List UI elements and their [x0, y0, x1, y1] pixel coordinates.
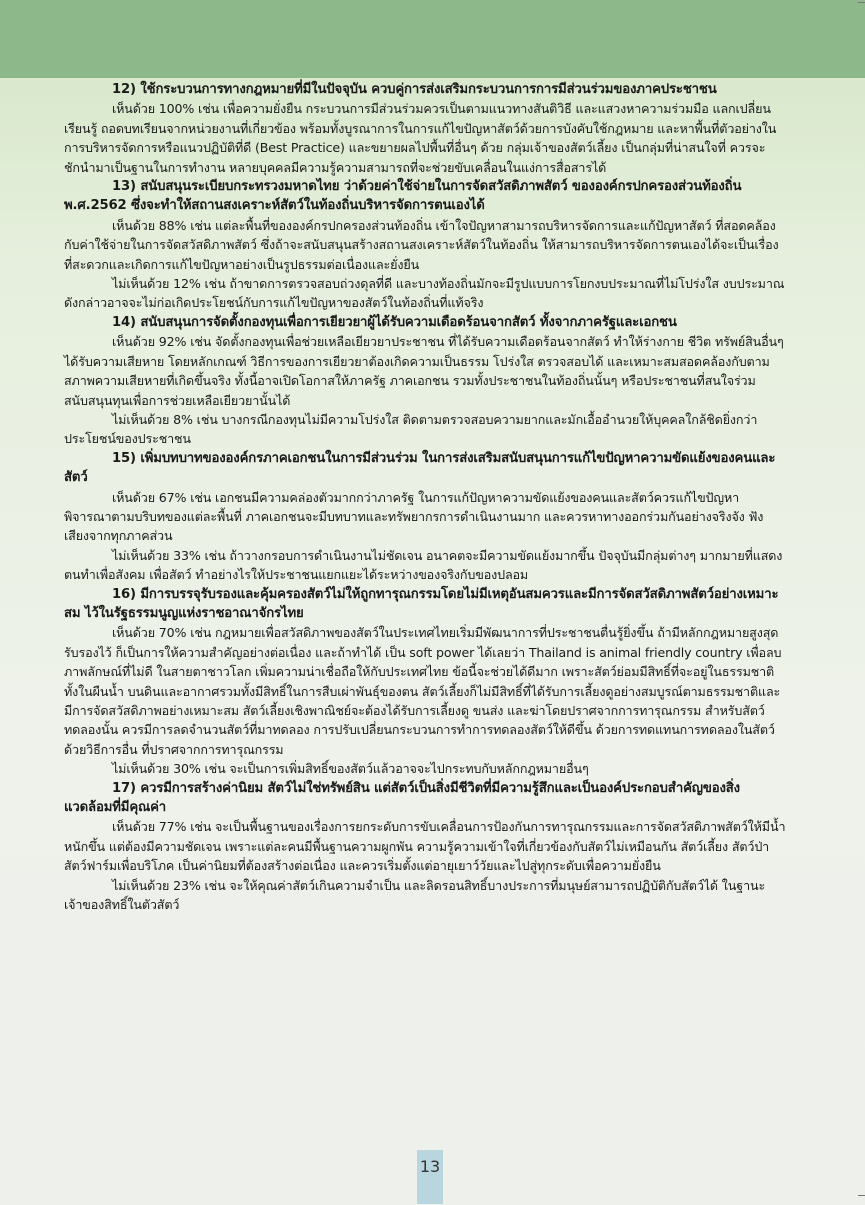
crop-mark-top: [858, 2, 865, 3]
section-15-paragraph-1: เห็นด้วย 67% เช่น เอกชนมีความคล่องตัวมากกว่าภาครัฐ ในการแก้ปัญหาความขัดแย้งของคนและสัตว์ควรแก้ไขปัญหาพิจารณาตามบริบทของแต่ละพื้นที่ ภาคเอกชนจะมีบทบาทและทรัพยากรการดำเนินงานมาก และควรหาทางออกร่วมกันอย่างจริงจัง ฟังเสียงจากทุกภาคส่วน: [64, 489, 764, 544]
header-band: [0, 0, 865, 78]
section-16-paragraph-1: เห็นด้วย 70% เช่น กฎหมายเพื่อสวัสดิภาพของสัตว์ในประเทศไทยเริ่มมีพัฒนาการที่ประชาชนตื่นรู้ยิ่งขึ้น ถ้ามีหลักกฎหมายสูงสุดรับรองไว้ ก็เป็นการให้ความสำคัญอย่างต่อเนื่อง และถ้าทำได้ เป็น soft power ได้เลยว่า Thailand is animal friendly country เพื่อลบภาพลักษณ์ที่ไม่ดี ในสายตาชาวโลก เพิ่มความน่าเชื่อถือให้กับประเทศไทย ข้อนี้จะช่วยได้ดีมาก เพราะสัตว์ย่อมมีสิทธิ์ที่จะอยู่ในธรรมชาติ ทั้งในผืนน้ำ บนดินและอากาศรวมทั้งมีสิทธิ์ในการสืบเผ่าพันธุ์ของตน สัตว์เลี้ยงก็ไม่มีสิทธิ์ที่ได้รับการเลี้ยงดูอย่างสมบูรณ์ตามธรรมชาติและมีการจัดสวัสดิภาพอย่างเหมาะสม สัตว์เลี้ยงเชิงพาณิชย์จะต้องได้รับการเลี้ยงดู ขนส่ง และฆ่าโดยปราศจากการทารุณกรรม สำหรับสัตว์ทดลองนั้น ควรมีการลดจำนวนสัตว์ที่มาทดลอง การปรับเปลี่ยนกระบวนการทำการทดลองสัตว์ให้ดีขึ้น ด้วยการทดแทนการทดลองในสัตว์ด้วยวิธีการอื่น ที่ปราศจากการทารุณกรรม: [64, 625, 782, 757]
section-17-paragraph-2: ไม่เห็นด้วย 23% เช่น จะให้คุณค่าสัตว์เกินความจำเป็น และลิดรอนสิทธิ์บางประการที่มนุษย์สามารถปฏิบัติกับสัตว์ได้ ในฐานะเจ้าของสิทธิ์ในตัวสัตว์: [64, 877, 766, 913]
section-14-paragraph-1: เห็นด้วย 92% เช่น จัดตั้งกองทุนเพื่อช่วยเหลือเยียวยาประชาชน ที่ได้รับความเดือดร้อนจากสัตว์ ทำให้ร่างกาย ชีวิต ทรัพย์สินอื่นๆ ได้รับความเสียหาย โดยหลักเกณฑ์ วิธีการของการเยียวยาต้องเกิดความเป็นธรรม โปร่งใส ตรวจสอบได้ และเหมาะสมสอดคล้องกับตามสภาพความเสียหายที่เกิดขึ้นจริง ทั้งนี้อาจเปิดโอกาสให้ภาครัฐ ภาคเอกชน รวมทั้งประชาชนในท้องถิ่นนั้นๆ หรือประชาชนที่สนใจร่วมสนับสนุนทุนเพื่อการช่วยเหลือเยียวยานั้นได้: [64, 334, 784, 408]
section-13-paragraph-1: เห็นด้วย 88% เช่น แต่ละพื้นที่ขององค์กรปกครองส่วนท้องถิ่น เข้าใจปัญหาสามารถบริหารจัดการและแก้ปัญหาสัตว์ ที่สอดคล้องกับค่าใช้จ่ายในการจัดสวัสดิภาพสัตว์ ซึ่งถ้าจะสนับสนุนสร้างสถานสงเคราะห์สัตว์ในท้องถิ่น ให้สามารถบริหารจัดการตนเองได้จะเป็นเรื่องที่สะดวกและเกิดการแก้ไขปัญหาอย่างเป็นรูปธรรมต่อเนื่องและยั่งยืน: [64, 217, 779, 272]
section-heading-14: 14) สนับสนุนการจัดตั้งกองทุนเพื่อการเยียวยาผู้ได้รับความเดือดร้อนจากสัตว์ ทั้งจากภาครัฐและเอกชน: [112, 314, 677, 330]
section-15-paragraph-2: ไม่เห็นด้วย 33% เช่น ถ้าวางกรอบการดำเนินงานไม่ชัดเจน อนาคตจะมีความขัดแย้งมากขึ้น ปัจจุบันมีกลุ่มต่างๆ มากมายที่แสดงตนทำเพื่อสังคม เพื่อสัตว์ ทำอย่างไรให้ประชาชนแยกแยะได้ระหว่างของจริงกับของปลอม: [64, 547, 783, 583]
section-16-paragraph-2: ไม่เห็นด้วย 30% เช่น จะเป็นการเพิ่มสิทธิ์ของสัตว์แล้วอาจจะไปกระทบกับหลักกฎหมายอื่นๆ: [112, 761, 589, 777]
section-heading-15: 15) เพิ่มบทบาทขององค์กรภาคเอกชนในการมีส่วนร่วม ในการส่งเสริมสนับสนุนการแก้ไขปัญหาความขัดแย้งของคนและสัตว์: [64, 450, 776, 486]
crop-mark-bottom: [858, 1195, 865, 1196]
section-heading-16: 16) มีการบรรจุรับรองและคุ้มครองสัตว์ไม่ให้ถูกทารุณกรรมโดยไม่มีเหตุอันสมควรและมีการจัดสวัสดิภาพสัตว์อย่างเหมาะสม ไว้ในรัฐธรรมนูญแห่งราชอาณาจักรไทย: [64, 586, 779, 621]
section-heading-12: 12) ใช้กระบวนการทางกฎหมายที่มีในปัจจุบัน ควบคู่การส่งเสริมกระบวนการการมีส่วนร่วมของภาคประชาชน: [112, 82, 717, 97]
section-heading-17: 17) ควรมีการสร้างค่านิยม สัตว์ไม่ใช่ทรัพย์สิน แต่สัตว์เป็นสิ่งมีชีวิตที่มีความรู้สึกและเป็นองค์ประกอบสำคัญของสิ่งแวดล้อมที่มีคุณค่า: [64, 780, 740, 816]
section-heading-13: 13) สนับสนุนระเบียบกระทรวงมหาดไทย ว่าด้วยค่าใช้จ่ายในการจัดสวัสดิภาพสัตว์ ขององค์กรปกครองส่วนท้องถิ่น พ.ศ.2562 ซึ่งจะทำให้สถานสงเคราะห์สัตว์ในท้องถิ่นบริหารจัดการตนเองได้: [64, 179, 742, 214]
section-13-paragraph-2: ไม่เห็นด้วย 12% เช่น ถ้าขาดการตรวจสอบถ่วงดุลที่ดี และบางท้องถิ่นมักจะมีรูปแบบการโยกงบประมาณที่ไม่โปร่งใส งบประมาณดังกล่าวอาจจะไม่ก่อเกิดประโยชน์กับการแก้ไขปัญหาของสัตว์ในท้องถิ่นที่แท้จริง: [64, 276, 785, 311]
page-number: 13: [417, 1150, 443, 1204]
section-12-paragraph-1: เห็นด้วย 100% เช่น เพื่อความยั่งยืน กระบวนการมีส่วนร่วมควรเป็นตามแนวทางสันติวิธี และแสวงหาความร่วมมือ แลกเปลี่ยนเรียนรู้ ถอดบทเรียนจากหน่วยงานที่เกี่ยวข้อง พร้อมทั้งบูรณาการในการแก้ไขปัญหาสัตว์ด้วยการบังคับใช้กฎหมาย และหาพื้นที่ตัวอย่างในการบริหารจัดการหรือแนวปฏิบัติที่ดี (Best Practice) และขยายผลไปพื้นที่อื่นๆ ด้วย กลุ่มเจ้าของสัตว์เลี้ยง เป็นกลุ่มที่น่าสนใจที่ ควรจะชักนำมาเป็นฐานในการทำงาน หลายบุคคลมีความรู้ความสามารถที่จะช่วยขับเคลื่อนในแง่การสื่อสารได้: [64, 101, 777, 175]
section-17-paragraph-1: เห็นด้วย 77% เช่น จะเป็นพื้นฐานของเรื่องการยกระดับการขับเคลื่อนการป้องกันการทารุณกรรมและการจัดสวัสดิภาพสัตว์ให้มีน้ำหนักขึ้น แต่ต้องมีความชัดเจน เพราะแต่ละคนมีพื้นฐานความผูกพัน ความรู้ความเข้าใจที่เกี่ยวข้องกับสัตว์ไม่เหมือนกัน สัตว์เลี้ยง สัตว์ป่า สัตว์ฟาร์มเพื่อบริโภค เป็นค่านิยมที่ต้องสร้างต่อเนื่อง และควรเริ่มตั้งแต่อายุเยาว์วัยและไปสู่ทุกระดับเพื่อความยั่งยืน: [64, 819, 786, 874]
document-body: [64, 80, 786, 914]
section-14-paragraph-2: ไม่เห็นด้วย 8% เช่น บางกรณีกองทุนไม่มีความโปร่งใส ติดตามตรวจสอบความยากและมักเอื้ออำนวยให้บุคคลใกล้ชิดยิ่งกว่าประโยชน์ของประชาชน: [64, 411, 758, 447]
